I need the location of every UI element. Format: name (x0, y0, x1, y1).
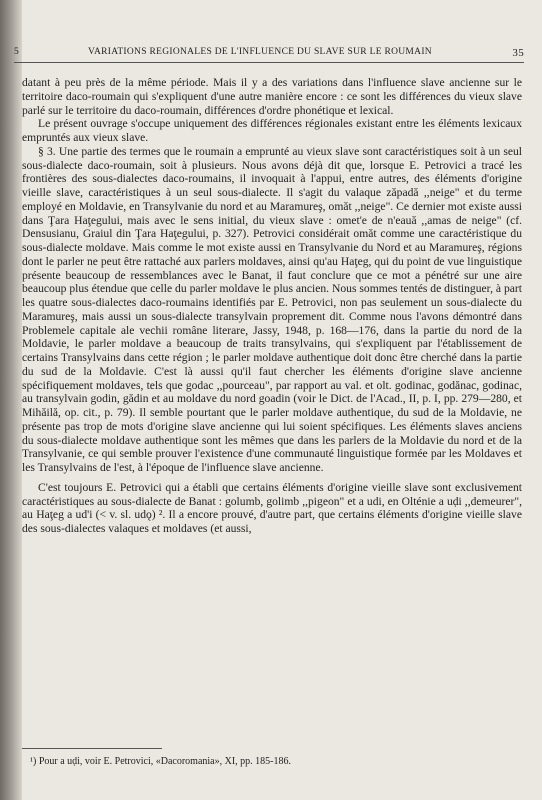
running-title: VARIATIONS REGIONALES DE L'INFLUENCE DU SLAVE SUR LE ROUMAIN (88, 47, 432, 57)
page-number: 35 (512, 47, 524, 59)
header-rule (14, 62, 524, 63)
paragraph-4: C'est toujours E. Petrovici qui a établi que certains éléments d'origine vieille slave sont exclusivement caractéristiques au sous-dialecte de Banat : golumb, golimb ,,pigeon" et a udi, en Olténie a uḍi ,,demeurer", au Haţeg a ud'i (< v. sl. udǫ) ². Il a encore prouvé, d'autre part, que certains éléments d'origine vieille slave des sous-dialectes valaques et moldaves (et aussi, (22, 480, 522, 535)
paragraph-2: Le présent ouvrage s'occupe uniquement des différences régionales existant entre les éléments lexicaux empruntés aux vieux slave. (22, 117, 522, 144)
running-header (14, 47, 524, 59)
footnote-rule (22, 748, 162, 749)
page-binding-shadow (0, 0, 22, 800)
paragraph-1: datant à peu près de la même période. Mais il y a des variations dans l'influence slave ancienne sur le territoire daco-roumain qui s'expliquent d'une autre manière encore : ce sont les différences du vieux slave parlé sur le territoire du daco-roumain, différences d'ordre phonétique et lexical. (22, 76, 522, 117)
header-left-number: 5 (14, 47, 20, 57)
footnote: ¹) Pour a uḍi, voir E. Petrovici, «Dacoromania», XI, pp. 185-186. (30, 756, 292, 767)
body-text (22, 76, 522, 536)
paragraph-3: § 3. Une partie des termes que le roumain a emprunté au vieux slave sont caractéristiques soit à un seul sous-dialecte daco-roumain, soit à plusieurs. Nous avons déjà dit que, lorsque E. Petrovici a tracé les frontières des sous-dialectes daco-roumains, il invoquait à l'appui, entre autres, des éléments d'origine vieille slave, caractéristiques à un seul sous-dialecte. Il s'agit du valaque zăpadă ,,neige" et du terme employé en Moldavie, en Transylvanie du nord et au Maramureş, omăt ,,neige". Ce dernier mot existe aussi dans Ţara Haţegului, mais avec le sens initial, du vieux slave : omet'e de n'eauă ,,amas de neige" (cf. Densusianu, Graiul din Ţara Haţegului, p. 327). Petrovici considérait omăt comme une caractéristique du sous-dialecte moldave. Mais comme le mot existe aussi en Transylvanie du Nord et au Maramureş, régions dont le parler ne peut être rattaché aux parlers moldaves, ainsi qu'au Haţeg, qui du point de vue linguistique présente beaucoup de ressemblances avec le Banat, il faut conclure que ce mot a pénétré sur une aire beaucoup plus étendue que celle du parler moldave le plus ancien. Nous sommes tentés de distinguer, à part les quatre sous-dialectes daco-roumains identifiés par E. Petrovici, non pas seulement un sous-dialecte du Maramureş, mais aussi un sous-dialecte transylvain proprement dit. Comme nous l'avons démontré dans Problemele capitale ale vechii române literare, Jassy, 1948, p. 168—176, dans la partie du nord de la Moldavie, le parler moldave a beaucoup de traits transylvains, qui s'expliquent par l'établissement de certains Transylvains dans cette région ; le parler moldave authentique doit donc être cherché dans la partie du sud de la Moldavie. C'est là aussi qu'il faut chercher les éléments d'origine slave ancienne spécifiquement moldaves, tels que godac ,,pourceau", par rapport au val. et olt. godinac, godănac, godinac, au transylvain godin, gădin et au moldave du nord goadin (voir le Dict. de l'Acad., II, p. I, pp. 279—280, et Mihăilă, op. cit., p. 79). Il semble pourtant que le parler moldave authentique, du sud de la Moldavie, ne présente pas trop de mots d'origine slave ancienne qui lui soient spécifiques. Les éléments slaves anciens du sous-dialecte moldave authentique sont les mêmes que dans les parlers de la Moldavie du nord et de la Transylvanie, ce qui semble prouver l'existence d'une communauté linguistique formée par les Moldaves et les Transylvains de l'est, à l'époque de l'influence slave ancienne. (22, 144, 522, 474)
